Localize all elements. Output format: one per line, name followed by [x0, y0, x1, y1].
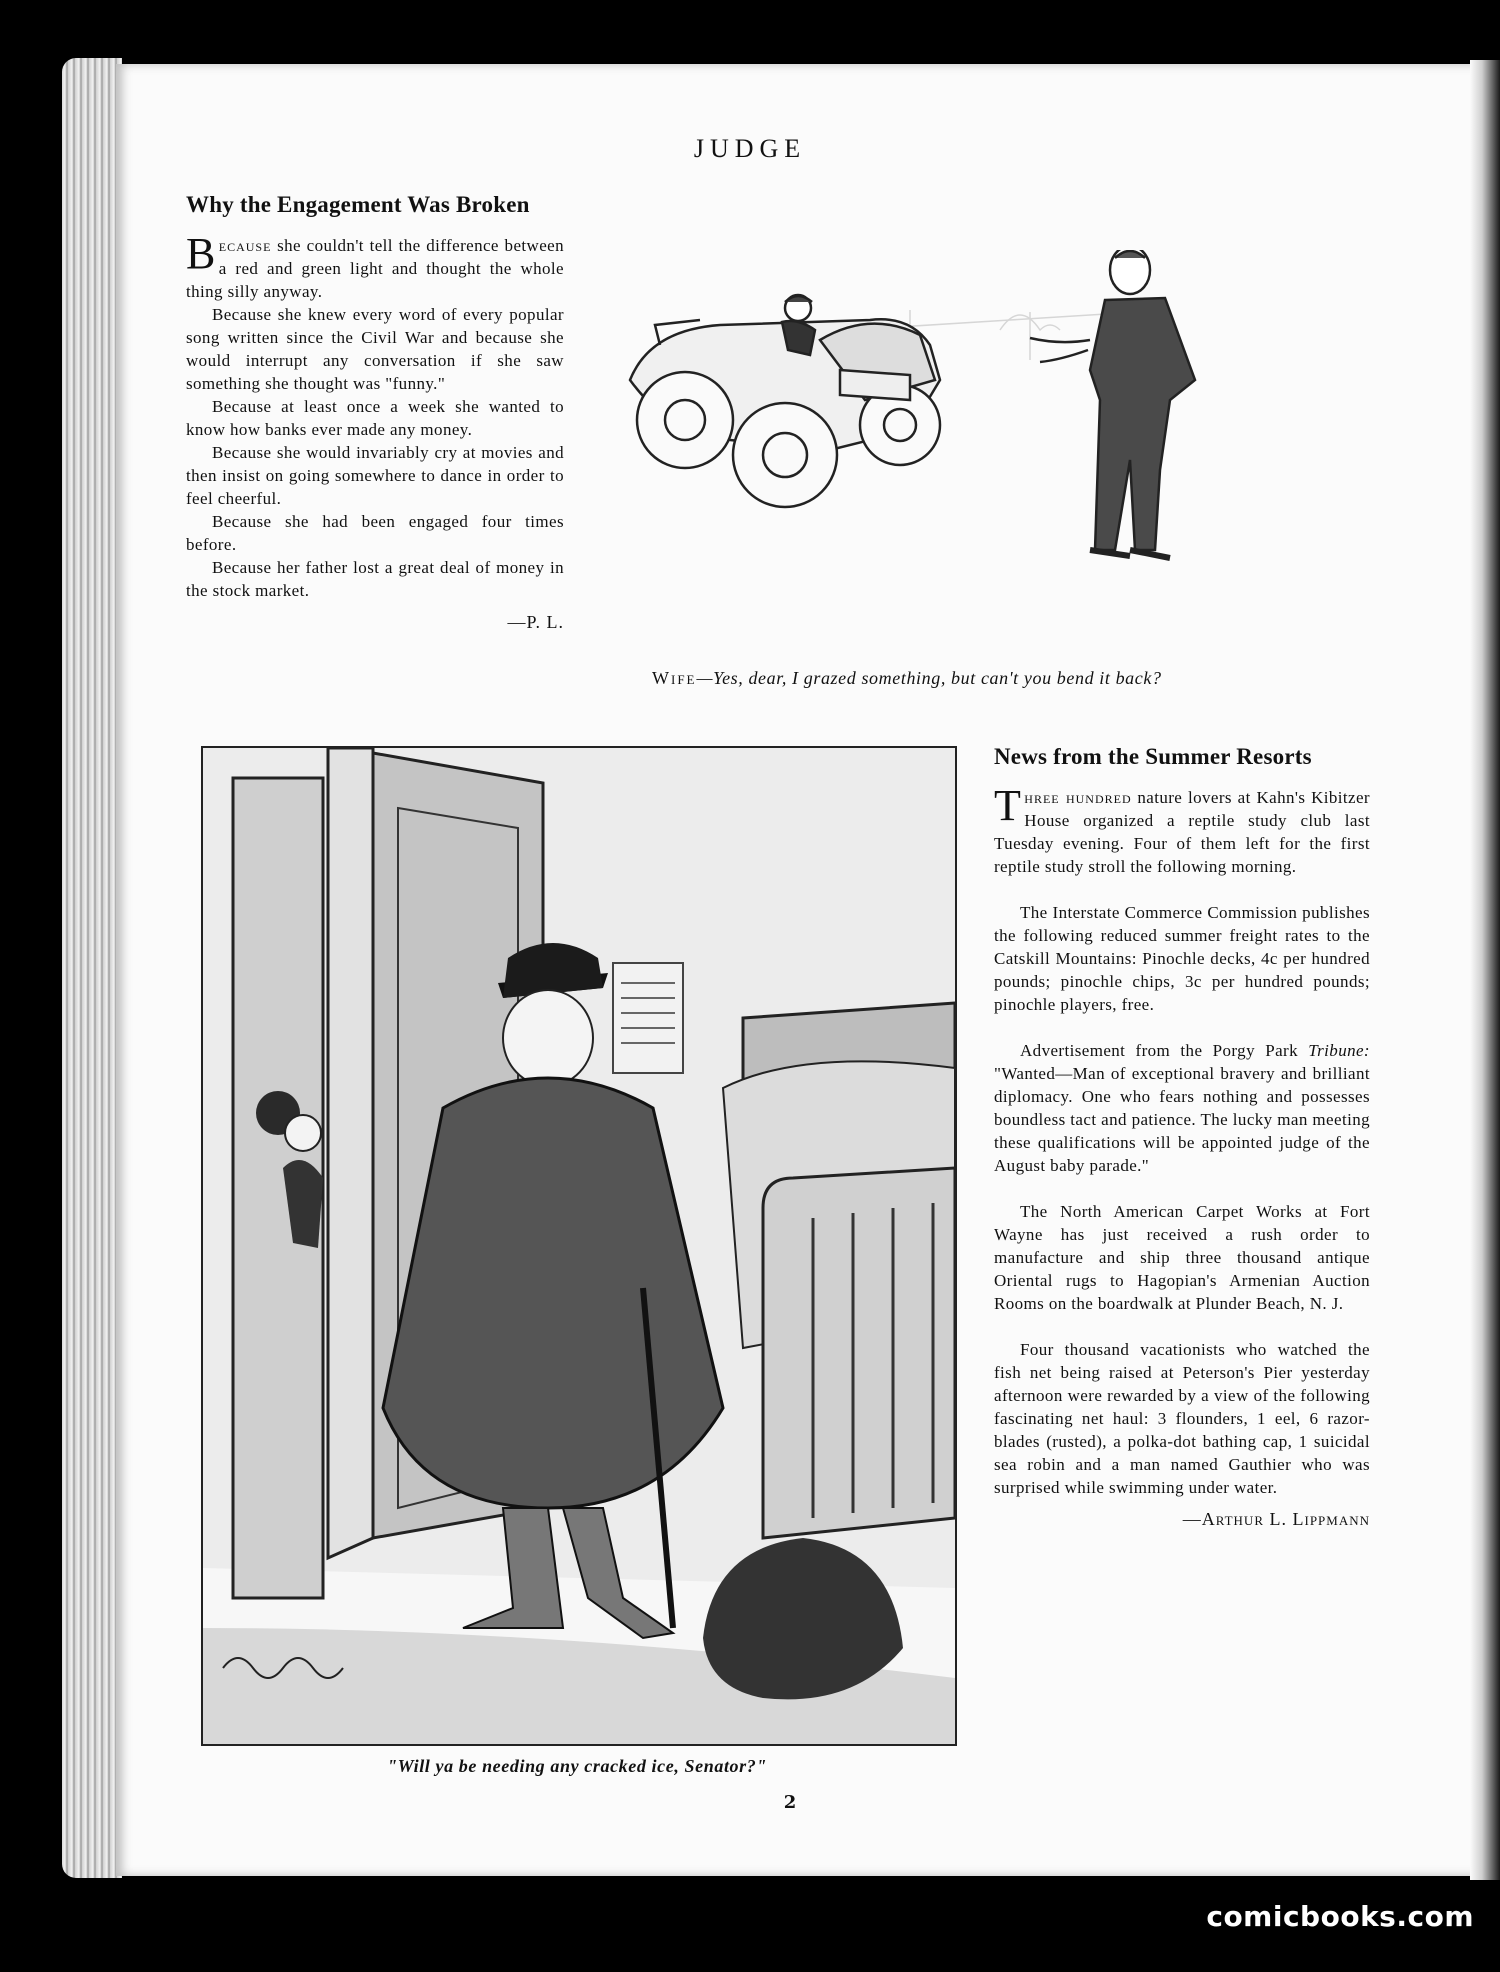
senator-cartoon-caption: "Will ya be needing any cracked ice, Senator?"	[387, 1756, 767, 1776]
caption-text: —Yes, dear, I grazed something, but can't you bend it back?	[696, 668, 1162, 688]
article-paragraph: Four thousand vacationists who watched the fish net being raised at Peterson's Pier yesterday afternoon were rewarded by a view of the following fascinating net haul: 3 flounders, 1 eel, 6 razor-blades (rusted), a polka-dot bathing cap, 1 suicidal sea robin and a man named Gauthier who was surprised while swimming under water.	[994, 1340, 1370, 1497]
article-paragraph: Because at least once a week she wanted to know how banks ever made any money.	[186, 397, 564, 439]
article-paragraph: Because she had been engaged four times before.	[186, 512, 564, 554]
article-title: News from the Summer Resorts	[994, 744, 1312, 769]
page-number: 2	[783, 1792, 797, 1813]
paragraph-text: she couldn't tell the difference between a red and green light and thought the whole thing silly anyway.	[186, 236, 564, 301]
paragraph-text: "Wanted—Man of exceptional bravery and brilliant diplomacy. One who fears nothing and possesses boundless tact and patience. The lucky man meeting these qualifications will be appointed judge of the August baby parade."	[994, 1064, 1370, 1175]
author-signature: —Arthur L. Lippmann	[1182, 1509, 1370, 1529]
lead-words: hree hundred	[1024, 788, 1132, 807]
page-gutter-shadow	[1470, 60, 1500, 1880]
lead-words: ecause	[218, 236, 272, 255]
article-paragraph	[994, 781, 1370, 878]
paragraph-text: Advertisement from the Porgy Park	[1020, 1041, 1309, 1060]
author-signature: —P. L.	[507, 612, 564, 632]
article-title: Why the Engagement Was Broken	[186, 192, 530, 217]
site-watermark: comicbooks.com	[1206, 1900, 1474, 1933]
article-paragraph: The Interstate Commerce Commission publishes the following reduced summer freight rates to the Catskill Mountains: Pinochle decks, 4c per hundred pounds; pinochle chips, 3c per hundred pounds; pinochle players, free.	[994, 903, 1370, 1014]
paragraph-text: nature lovers at Kahn's Kibitzer House organized a reptile study club last Tuesday evening. Four of them left for the first reptile study stroll the following morning.	[994, 788, 1370, 876]
senator-cartoon-illustration	[201, 746, 957, 1746]
newspaper-name: Tribune:	[1308, 1041, 1370, 1060]
caption-speaker: Wife	[652, 668, 697, 688]
book-page-edges	[62, 58, 122, 1878]
article-paragraph: Because she would invariably cry at movies and then insist on going somewhere to dance in order to feel cheerful.	[186, 443, 564, 508]
car-cartoon-caption	[652, 668, 1312, 689]
drop-cap: B	[186, 229, 216, 278]
car-cartoon-illustration	[610, 250, 1310, 650]
article-paragraph	[994, 1039, 1370, 1177]
article-paragraph	[186, 229, 564, 303]
drop-cap: T	[994, 781, 1022, 830]
article-summer-resorts	[994, 744, 1370, 1530]
masthead: JUDGE	[693, 134, 807, 163]
article-paragraph: Because she knew every word of every popular song written since the Civil War and because she would interrupt any conversation if she saw something she thought was "funny."	[186, 305, 564, 393]
article-paragraph: The North American Carpet Works at Fort Wayne has just received a rush order to manufacture and ship three thousand antique Oriental rugs to Hagopian's Armenian Auction Rooms on the boardwalk at Plunder Beach, N. J.	[994, 1202, 1370, 1313]
article-engagement	[186, 192, 564, 633]
article-paragraph: Because her father lost a great deal of money in the stock market.	[186, 558, 564, 600]
